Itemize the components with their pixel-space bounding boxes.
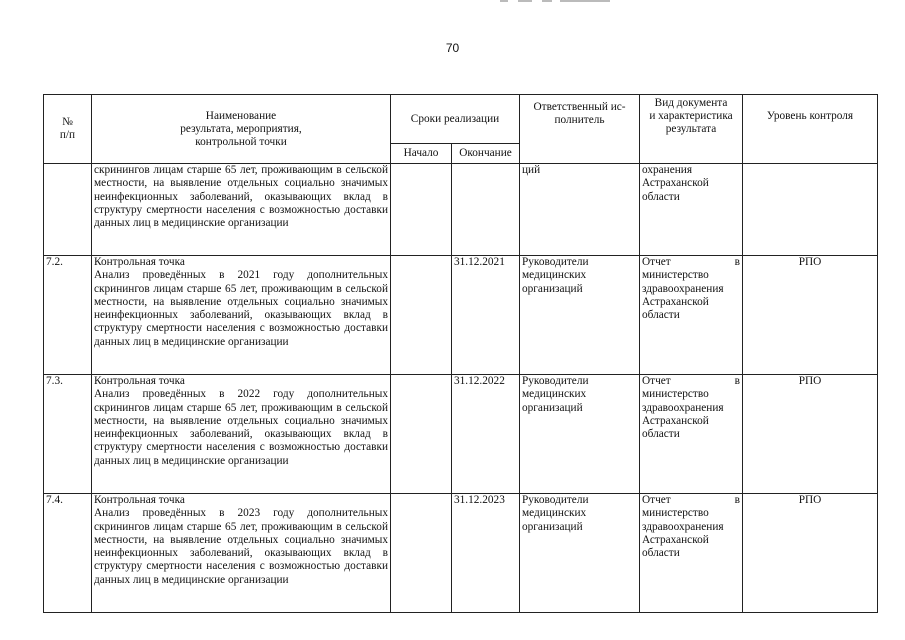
row-number: 7.3. xyxy=(44,375,92,494)
row-control-level: РПО xyxy=(743,375,878,494)
header-name: Наименование результата, мероприятия, контрольной точки xyxy=(92,95,391,164)
row-end xyxy=(452,164,520,256)
row-document: Отчет в министерство здравоохранения Астраханской области xyxy=(640,375,743,494)
table-header xyxy=(44,95,878,164)
row-description xyxy=(92,494,391,613)
page-number: 70 xyxy=(445,41,460,55)
row-description xyxy=(92,256,391,375)
table-body xyxy=(44,164,878,613)
row-number xyxy=(44,164,92,256)
row-text: Анализ проведённых в 2021 году дополнительных скринингов лицам старше 65 лет, проживающим в сельской местности, на выявление отдельных социально значимых неинфекционных заболеваний, оказывающих вклад в структуру смертности населения с возможностью доставки данных лиц в медицинские организации xyxy=(94,269,388,348)
row-title: Контрольная точка xyxy=(94,494,185,506)
row-title: Контрольная точка xyxy=(94,256,185,268)
row-end: 31.12.2021 xyxy=(452,256,520,375)
row-control-level: РПО xyxy=(743,256,878,375)
header-control-level: Уровень контроля xyxy=(743,95,878,164)
row-responsible: ций xyxy=(520,164,640,256)
row-start xyxy=(391,256,452,375)
table-row xyxy=(44,375,878,494)
row-control-level xyxy=(743,164,878,256)
row-number: 7.2. xyxy=(44,256,92,375)
row-start xyxy=(391,375,452,494)
row-control-level: РПО xyxy=(743,494,878,613)
row-text: Анализ проведённых в 2023 году дополнительных скринингов лицам старше 65 лет, проживающим в сельской местности, на выявление отдельных социально значимых неинфекционных заболеваний, оказывающих вклад в структуру смертности населения с возможностью доставки данных лиц в медицинские организации xyxy=(94,507,388,586)
implementation-plan-table xyxy=(43,94,878,613)
row-start xyxy=(391,164,452,256)
row-title: Контрольная точка xyxy=(94,375,185,387)
header-end: Окончание xyxy=(452,144,520,164)
table-row xyxy=(44,164,878,256)
table-row xyxy=(44,256,878,375)
header-terms: Сроки реализации xyxy=(391,95,520,144)
table-row xyxy=(44,494,878,613)
row-description: скринингов лицам старше 65 лет, проживающим в сельской местности, на выявление отдельных социально значимых неинфекционных заболеваний, оказывающих вклад в структуру смертности населения с возможностью доставки данных лиц в медицинские организации xyxy=(92,164,391,256)
row-document: охранения Астраханской области xyxy=(640,164,743,256)
row-responsible: Руководители медицинских организаций xyxy=(520,256,640,375)
scan-artifact-marks xyxy=(500,0,620,3)
row-responsible: Руководители медицинских организаций xyxy=(520,494,640,613)
row-start xyxy=(391,494,452,613)
row-responsible: Руководители медицинских организаций xyxy=(520,375,640,494)
row-text: Анализ проведённых в 2022 году дополнительных скринингов лицам старше 65 лет, проживающим в сельской местности, на выявление отдельных социально значимых неинфекционных заболеваний, оказывающих вклад в структуру смертности населения с возможностью доставки данных лиц в медицинские организации xyxy=(94,388,388,467)
row-end: 31.12.2023 xyxy=(452,494,520,613)
row-document: Отчет в министерство здравоохранения Астраханской области xyxy=(640,256,743,375)
header-number: № п/п xyxy=(44,95,92,164)
row-document: Отчет в министерство здравоохранения Астраханской области xyxy=(640,494,743,613)
header-document: Вид документа и характеристика результата xyxy=(640,95,743,164)
row-number: 7.4. xyxy=(44,494,92,613)
header-start: Начало xyxy=(391,144,452,164)
header-responsible: Ответственный ис- полнитель xyxy=(520,95,640,164)
row-description xyxy=(92,375,391,494)
row-end: 31.12.2022 xyxy=(452,375,520,494)
